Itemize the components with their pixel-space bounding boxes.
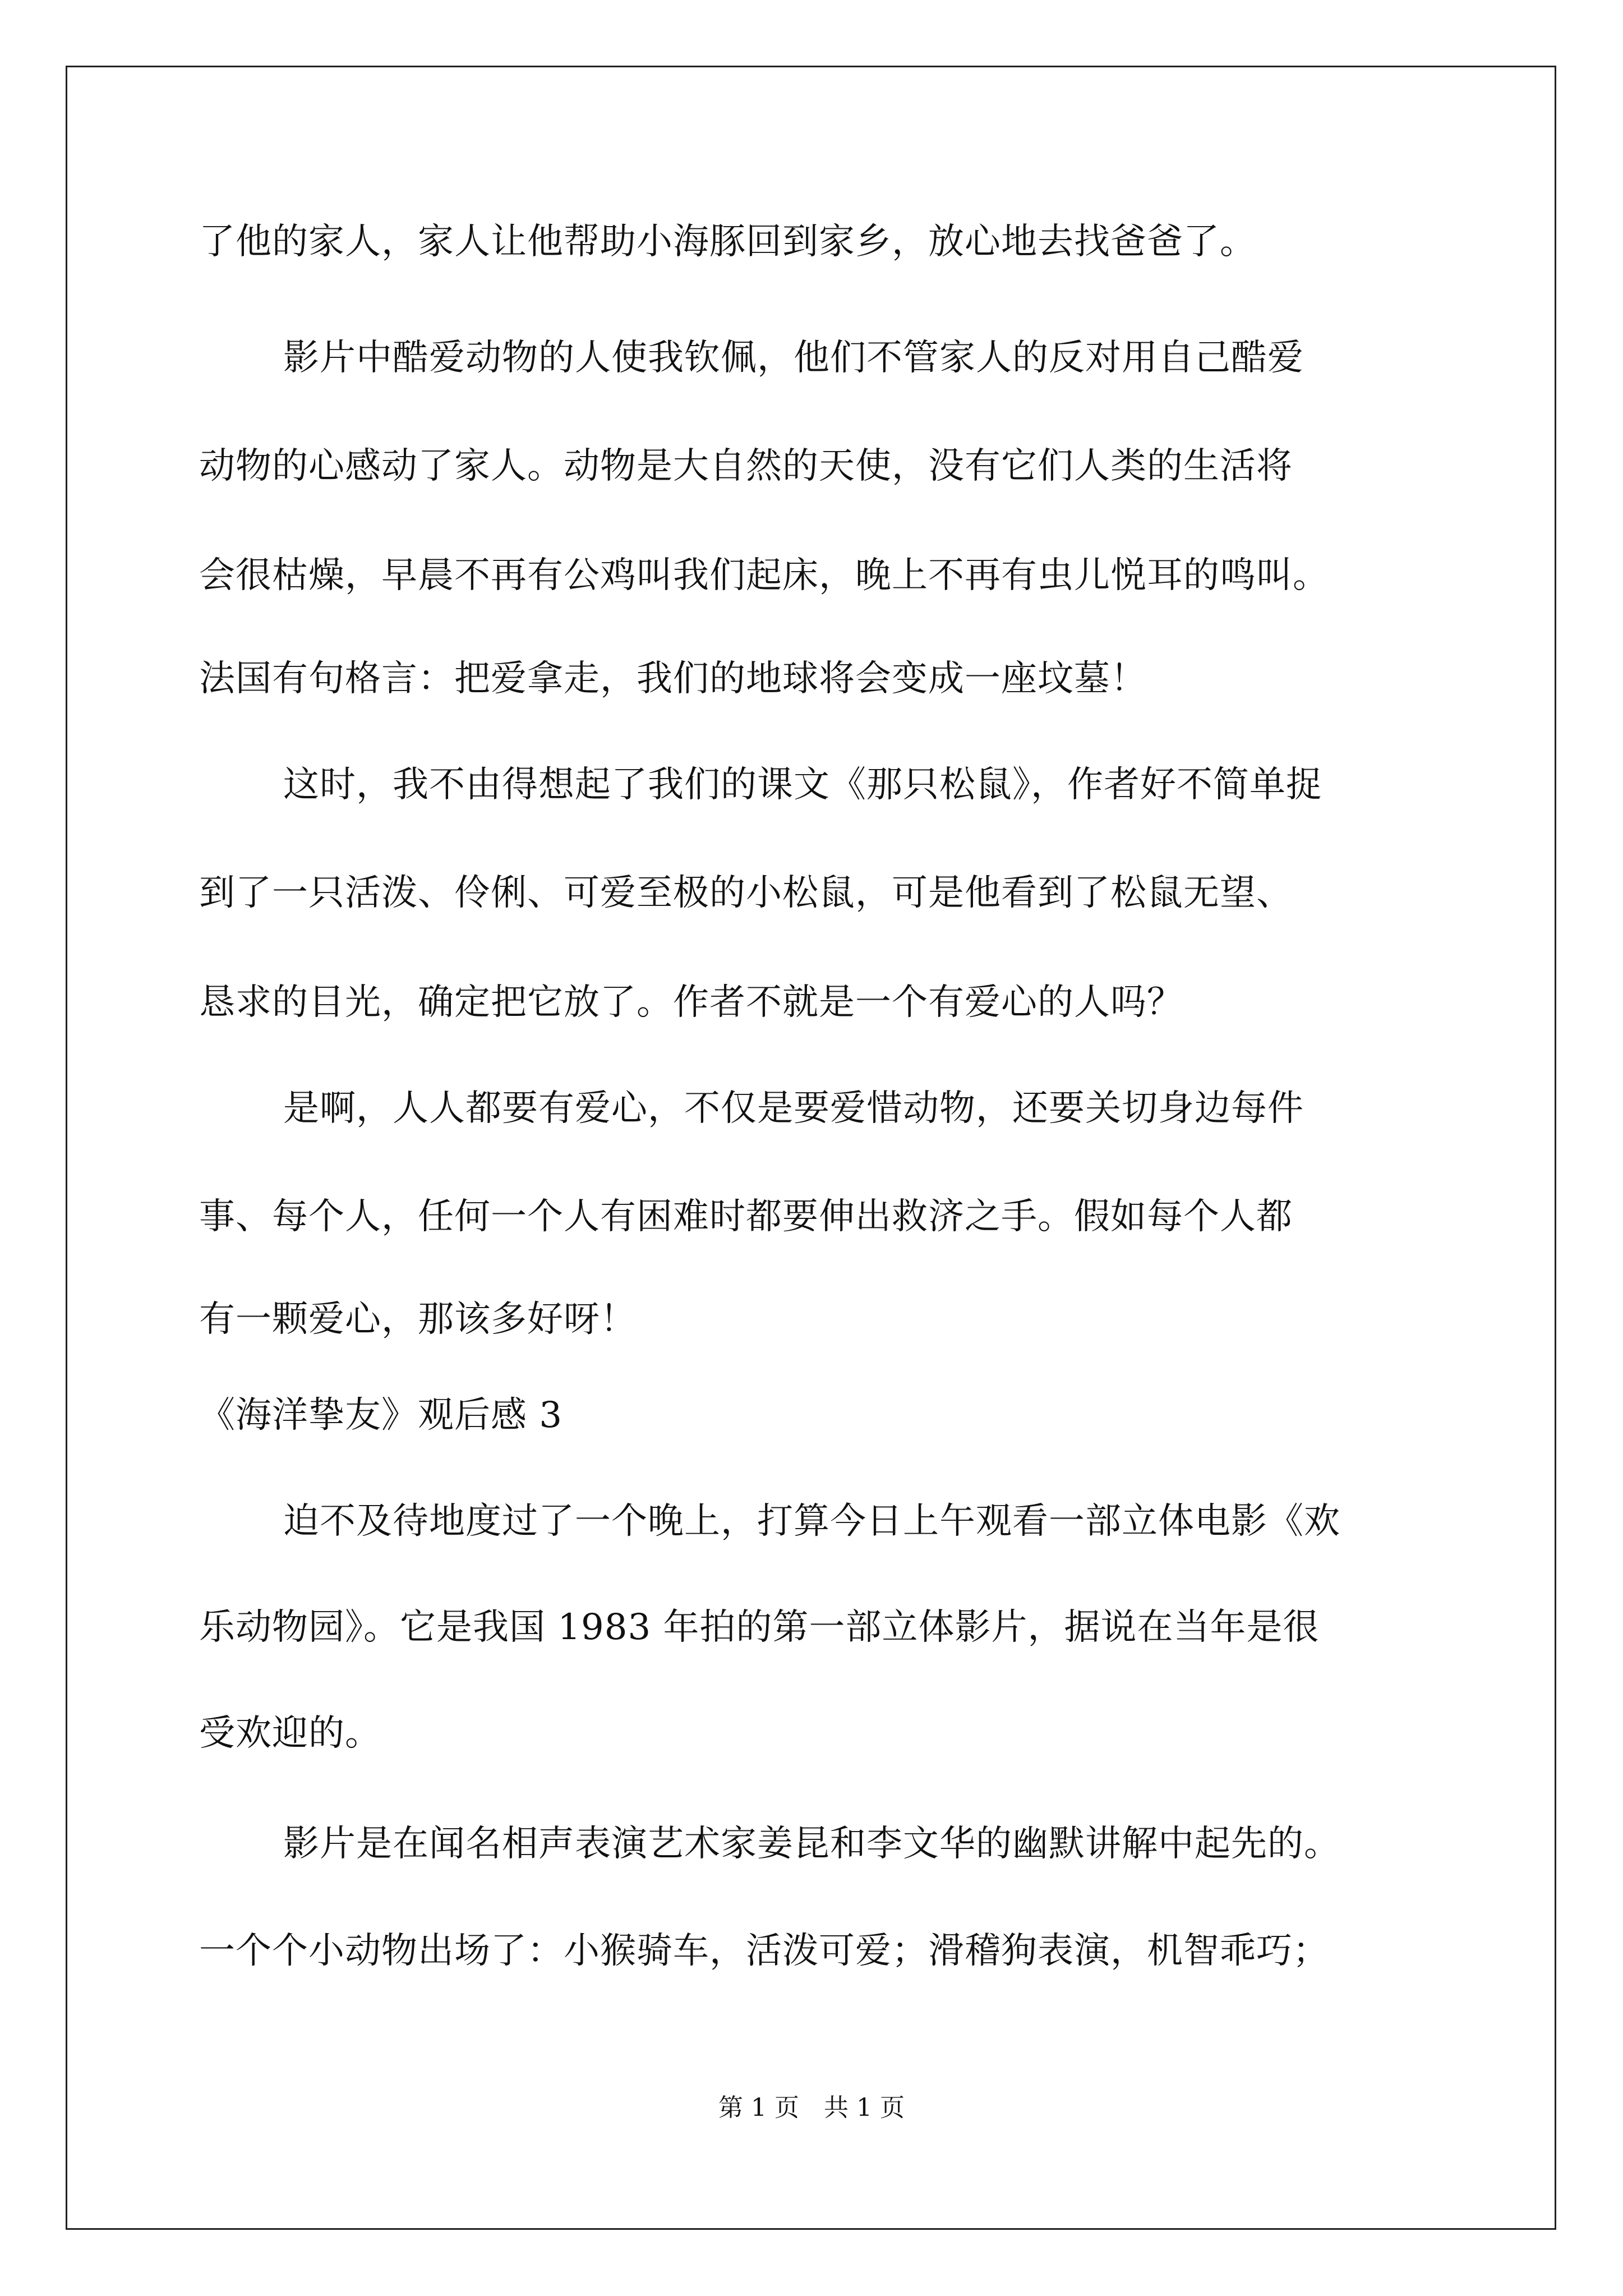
text-line: 一个个小动物出场了：小猴骑车，活泼可爱；滑稽狗表演，机智乖巧； xyxy=(199,1930,1329,1972)
text-line: 动物的心感动了家人。动物是大自然的天使，没有它们人类的生活将 xyxy=(199,445,1293,487)
text-line: 恳求的目光，确定把它放了。作者不就是一个有爱心的人吗？ xyxy=(199,982,1183,1023)
text-line: 事、每个人，任何一个人有困难时都要伸出救济之手。假如每个人都 xyxy=(199,1196,1293,1237)
text-line: 影片中酷爱动物的人使我钦佩，他们不管家人的反对用自己酷爱 xyxy=(283,337,1304,379)
page-border xyxy=(66,66,1556,2230)
text-line: 迫不及待地度过了一个晚上，打算今日上午观看一部立体电影《欢 xyxy=(283,1501,1340,1542)
text-line: 影片是在闻名相声表演艺术家姜昆和李文华的幽默讲解中起先的。 xyxy=(283,1823,1340,1865)
text-line: 是啊，人人都要有爱心，不仅是要爱惜动物，还要关切身边每件 xyxy=(283,1088,1304,1129)
text-line: 有一颗爱心，那该多好呀！ xyxy=(199,1299,637,1340)
text-line: 乐动物园》。它是我国 1983 年拍的第一部立体影片，据说在当年是很 xyxy=(199,1607,1320,1648)
page-number-footer: 第 1 页 共 1 页 xyxy=(718,2093,905,2122)
text-line: 受欢迎的。 xyxy=(199,1713,381,1754)
text-line: 法国有句格言：把爱拿走，我们的地球将会变成一座坟墓！ xyxy=(199,658,1147,700)
text-line: 了他的家人，家人让他帮助小海豚回到家乡，放心地去找爸爸了。 xyxy=(199,221,1256,263)
text-line: 这时，我不由得想起了我们的课文《那只松鼠》，作者好不简单捉 xyxy=(283,764,1322,806)
section-heading: 《海洋挚友》观后感 3 xyxy=(199,1395,563,1436)
text-line: 会很枯燥，早晨不再有公鸡叫我们起床，晚上不再有虫儿悦耳的鸣叫。 xyxy=(199,555,1329,596)
text-line: 到了一只活泼、伶俐、可爱至极的小松鼠，可是他看到了松鼠无望、 xyxy=(199,872,1293,914)
